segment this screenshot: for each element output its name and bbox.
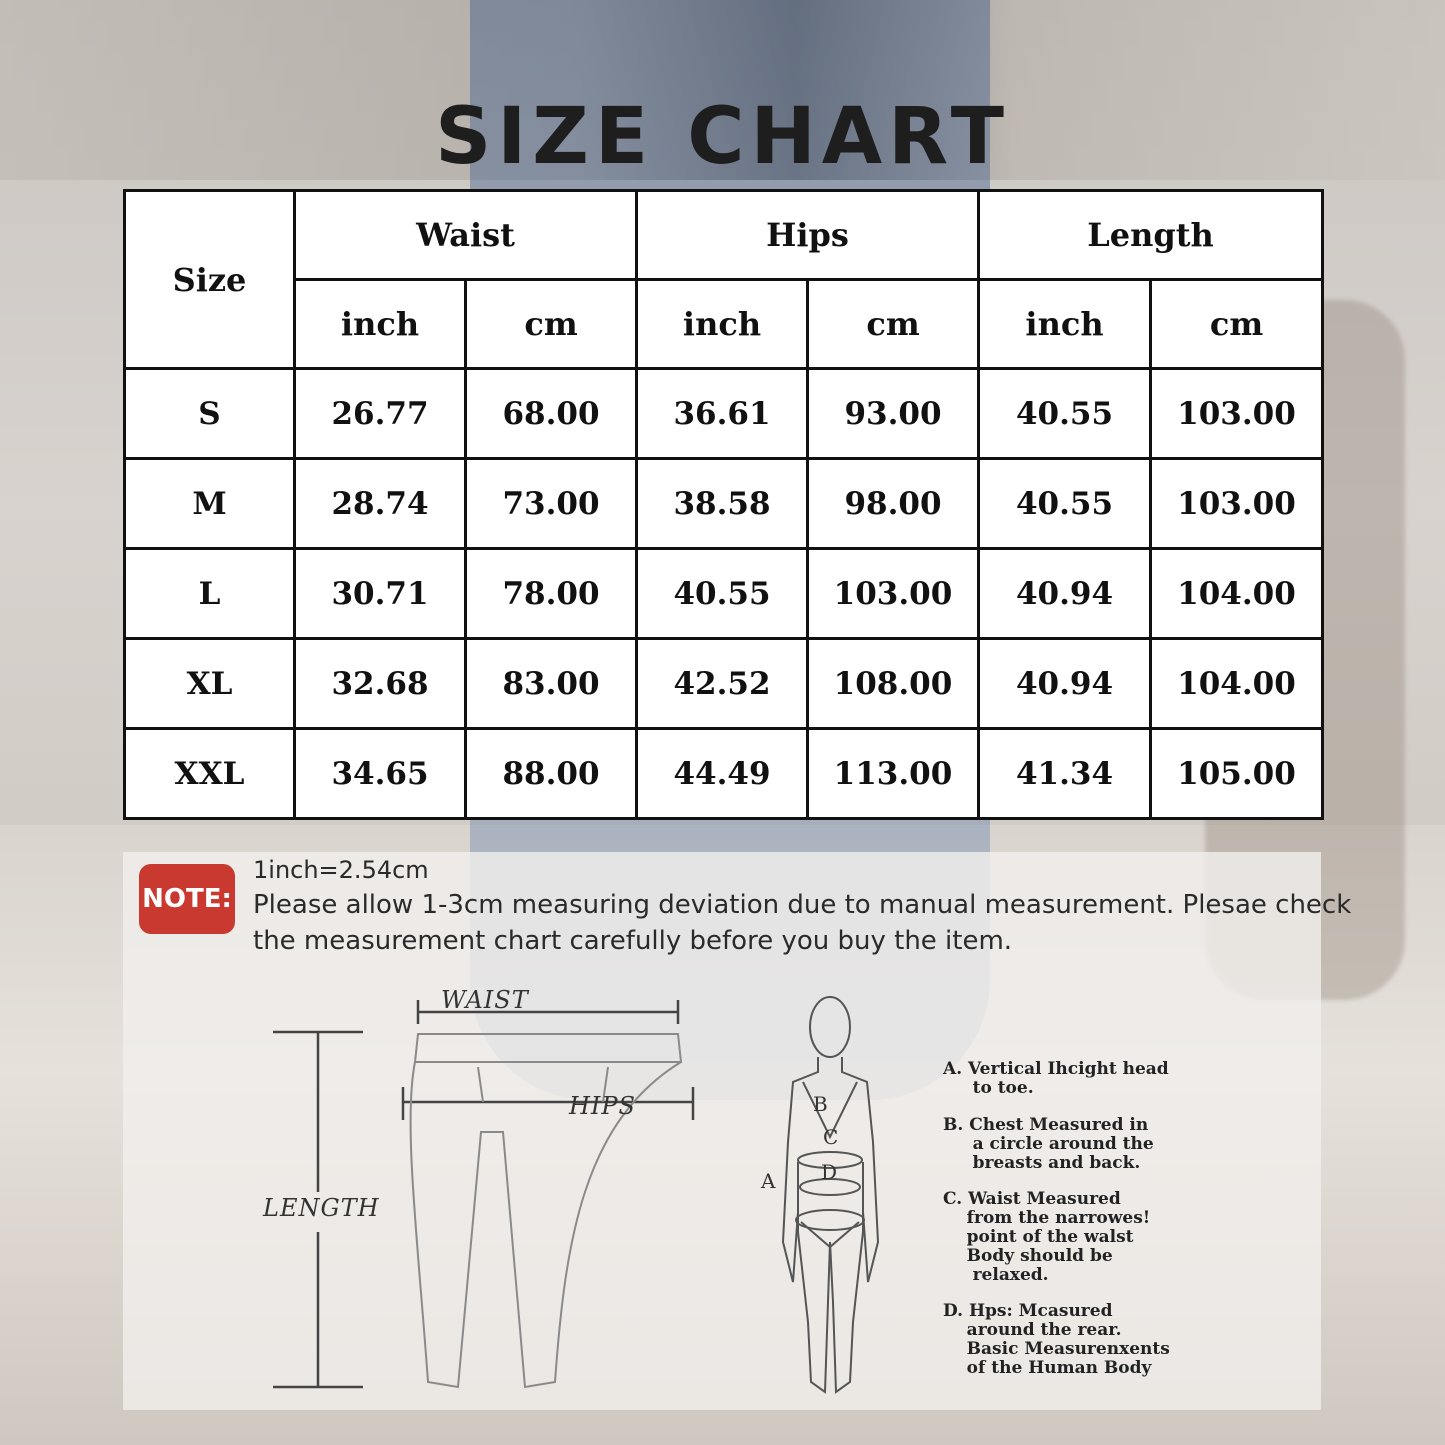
value-cell: 38.58 [637,459,808,549]
size-cell: XL [125,639,295,729]
body-letter-b: B [813,1092,829,1116]
body-letter-c: C [823,1125,840,1149]
value-cell: 40.55 [637,549,808,639]
value-cell: 68.00 [466,369,637,459]
value-cell: 26.77 [295,369,466,459]
value-cell: 104.00 [1151,549,1323,639]
table-row [125,369,1323,459]
legend-item-c: C. Waist Measured from the narrowes! point of the walst Body should be relaxed. [943,1189,1151,1285]
unit-header: inch [637,280,808,369]
value-cell: 28.74 [295,459,466,549]
table-header-row [125,191,1323,280]
value-cell: 40.55 [979,369,1151,459]
value-cell: 41.34 [979,729,1151,819]
value-cell: 78.00 [466,549,637,639]
value-cell: 40.94 [979,639,1151,729]
size-header: Size [125,191,295,369]
value-cell: 88.00 [466,729,637,819]
value-cell: 32.68 [295,639,466,729]
table-row [125,549,1323,639]
note-badge: NOTE: [139,864,235,934]
value-cell: 44.49 [637,729,808,819]
group-header-length: Length [979,191,1323,280]
legend-item-b: B. Chest Measured in a circle around the breasts and back. [943,1115,1154,1173]
page-title: SIZE CHART [435,92,1010,182]
table-units-row [125,280,1323,369]
value-cell: 103.00 [808,549,979,639]
value-cell: 73.00 [466,459,637,549]
body-letter-a: A [761,1169,777,1193]
table-row [125,459,1323,549]
note-text-line: the measurement chart carefully before you buy the item. [253,926,1013,956]
unit-header: cm [808,280,979,369]
value-cell: 104.00 [1151,639,1323,729]
legend-item-a: A. Vertical Ihcight head to toe. [943,1059,1169,1098]
size-cell: M [125,459,295,549]
table-row [125,729,1323,819]
value-cell: 83.00 [466,639,637,729]
value-cell: 105.00 [1151,729,1323,819]
unit-header: inch [979,280,1151,369]
unit-header: inch [295,280,466,369]
pants-diagram [253,982,713,1402]
legend-item-d: D. Hps: Mcasured around the rear. Basic Measurenxents of the Human Body [943,1301,1170,1378]
value-cell: 42.52 [637,639,808,729]
unit-header: cm [1151,280,1323,369]
value-cell: 103.00 [1151,459,1323,549]
body-letter-d: D [821,1160,839,1184]
value-cell: 34.65 [295,729,466,819]
value-cell: 103.00 [1151,369,1323,459]
unit-header: cm [466,280,637,369]
group-header-waist: Waist [295,191,637,280]
value-cell: 40.94 [979,549,1151,639]
table-row [125,639,1323,729]
value-cell: 36.61 [637,369,808,459]
note-conversion: 1inch=2.54cm [253,856,429,884]
value-cell: 93.00 [808,369,979,459]
value-cell: 40.55 [979,459,1151,549]
size-table [123,189,1324,820]
value-cell: 30.71 [295,549,466,639]
value-cell: 98.00 [808,459,979,549]
length-label: LENGTH [263,1194,380,1222]
size-cell: S [125,369,295,459]
note-panel [123,852,1352,1410]
size-cell: XXL [125,729,295,819]
value-cell: 113.00 [808,729,979,819]
note-text-line: Please allow 1-3cm measuring deviation due to manual measurement. Plesae check [253,890,1352,920]
value-cell: 108.00 [808,639,979,729]
waist-label: WAIST [441,986,529,1014]
group-header-hips: Hips [637,191,979,280]
size-cell: L [125,549,295,639]
hips-label: HIPS [569,1092,636,1120]
